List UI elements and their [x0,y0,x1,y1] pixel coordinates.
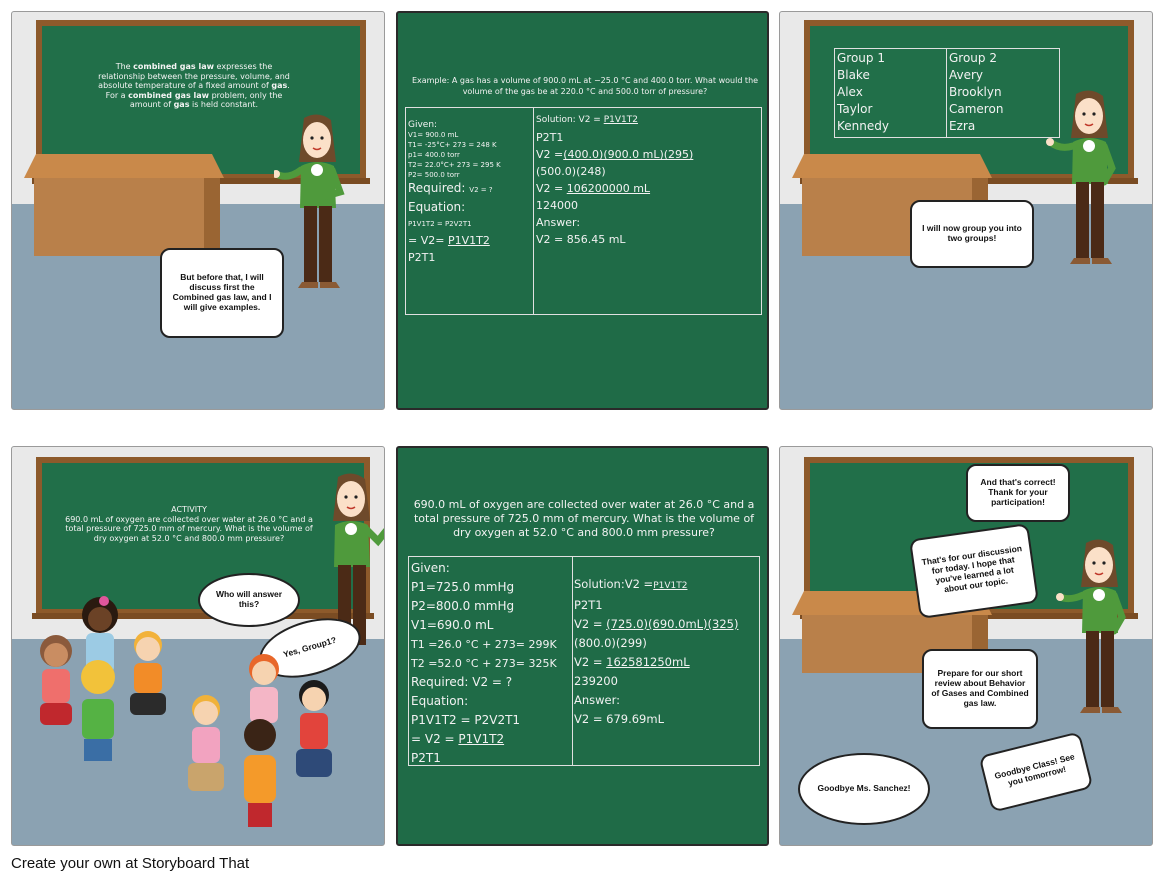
solution-numerator: P1V1T2 [653,581,688,591]
solution-table [405,107,762,315]
desk [34,178,204,256]
student-figure [284,673,344,789]
group-member: Avery [949,68,984,82]
desk-side [204,178,220,248]
v2-denominator: P2T1 [408,251,436,264]
speech-bubble-correct: And that's correct! Thank for your participation! [966,464,1070,522]
panel-5 [396,446,769,846]
activity-board-text [58,505,320,543]
group-member: Blake [837,68,870,82]
speech-bubble-goodbye-teacher: Goodbye Ms. Sanchez! [798,753,930,825]
v2-numerator: P1V1T2 [458,732,505,746]
solution-denominator: P2T1 [574,598,603,612]
group-2-list [949,50,1059,135]
group-1-list [837,50,943,135]
group-member: Cameron [949,102,1004,116]
v2-prefix: = V2= [408,234,448,247]
given-line: T2 =52.0 °C + 273= 325K [411,657,557,670]
student-figure [176,687,236,803]
step1-denominator: (800.0)(299) [574,636,647,650]
problem-statement: 690.0 mL of oxygen are collected over water at 26.0 °C and a total pressure of 725.0 mm of mercury. What is the volume of dry oxygen at 52.0 °C and 800.0 mm pressure? [413,498,755,539]
step1-prefix: V2 = [536,148,564,161]
step2-denominator: 124000 [536,199,578,212]
student-figure [68,655,128,771]
answer-label: Answer: [574,693,621,707]
group-member: Alex [837,85,863,99]
v2-prefix: = V2 = [411,732,459,746]
required-line: Required: V2 = ? [411,675,513,689]
panel-4 [11,446,385,846]
student-figure [230,715,290,839]
solution-numerator: P1V1T2 [603,115,638,125]
table-divider [572,557,573,765]
step1-denominator: (500.0)(248) [536,165,606,178]
teacher-figure [274,110,354,296]
step1-prefix: V2 = [574,617,607,631]
solution-prefix: Solution: V2 = [536,115,604,125]
desk-top [792,154,992,178]
solution-prefix: Solution:V2 = [574,577,654,591]
group-member: Taylor [837,102,873,116]
given-line: P2= 500.0 torr [408,171,460,179]
step2-numerator: 106200000 mL [566,182,651,195]
step1-numerator: (400.0)(900.0 mL)(295) [563,148,694,161]
given-line: T1 =26.0 °C + 273= 299K [411,638,557,651]
speech-bubble-discussion: That's for our discussion for today. I hope that you've learned a lot about our topic. [909,523,1039,619]
table-divider [533,108,534,314]
panel-3 [779,11,1153,410]
required-label: Required: [408,181,466,195]
given-line: P1=725.0 mmHg [411,580,515,594]
v2-denominator: P2T1 [411,751,441,765]
example-problem: Example: A gas has a volume of 900.0 mL at −25.0 °C and 400.0 torr. What would the volume of the gas be at 220.0 °C and 500.0 torr of pressure? [411,76,759,96]
group-table [834,48,1060,138]
v2-numerator: P1V1T2 [447,234,490,247]
given-line: V1=690.0 mL [411,618,494,632]
activity-problem: 690.0 mL of oxygen are collected over water at 26.0 °C and a total pressure of 725.0 mm of mercury. What is the volume of dry oxygen at 52.0 °C and 800.0 mm pressure? [65,514,313,543]
footer-credit[interactable]: Create your own at Storyboard That [11,855,250,872]
step2-prefix: V2 = [536,182,567,195]
panel-6 [779,446,1153,846]
speech-bubble-student: Yes, Group1? [253,608,368,689]
given-column [408,120,530,266]
panel-1 [11,11,385,410]
given-line: p1= 400.0 torr [408,151,460,159]
answer-label: Answer: [536,216,581,229]
step2-prefix: V2 = [574,655,607,669]
answer-value: V2 = 856.45 mL [536,233,626,246]
speech-bubble-review: Prepare for our short review about Behavior of Gases and Combined gas law. [922,649,1038,729]
speech-bubble-teacher: Who will answer this? [198,573,300,627]
given-title: Given: [411,561,450,575]
required-value: V2 = ? [469,186,493,194]
given-line: P2=800.0 mmHg [411,599,515,613]
speech-bubble-goodbye-class: Goodbye Class! See you tomorrow! [979,731,1094,812]
board-text: The combined gas law expresses the relationship between the pressure, volume, and absolute temperature of a fixed amount of gas. For a combined gas law problem, only the amount of gas is held constant. [98,62,290,110]
group-1-title: Group 1 [837,51,885,65]
teacher-figure [1056,535,1136,721]
given-line: V1= 900.0 mL [408,131,459,139]
given-line: T1= -25°C+ 273 = 248 K [408,141,497,149]
group-member: Brooklyn [949,85,1002,99]
solution-column [574,575,760,729]
speech-bubble-teacher: But before that, I will discuss first the Combined gas law, and I will give examples. [160,248,284,338]
step2-denominator: 239200 [574,674,618,688]
equation-line: P1V1T2 = P2V2T1 [411,713,521,727]
group-2-title: Group 2 [949,51,997,65]
given-column [411,559,571,768]
solution-denominator: P2T1 [536,131,564,144]
step2-numerator: 162581250mL [606,655,690,669]
given-line: T2= 22.0°C+ 273 = 295 K [408,161,501,169]
panel-2 [396,11,769,410]
speech-bubble-teacher: I will now group you into two groups! [910,200,1034,268]
solution-column [536,112,761,248]
teacher-figure [1046,86,1126,272]
step1-numerator: (725.0)(690.0mL)(325) [606,617,739,631]
group-member: Kennedy [837,119,889,133]
activity-title: ACTIVITY [171,505,207,514]
equation-label: Equation: [408,200,466,214]
desk-top [24,154,224,178]
given-title: Given: [408,120,438,130]
solution-table [408,556,760,766]
equation-line: P1V1T2 = P2V2T1 [408,220,472,228]
group-member: Ezra [949,119,976,133]
equation-label: Equation: [411,694,469,708]
answer-value: V2 = 679.69mL [574,712,664,726]
